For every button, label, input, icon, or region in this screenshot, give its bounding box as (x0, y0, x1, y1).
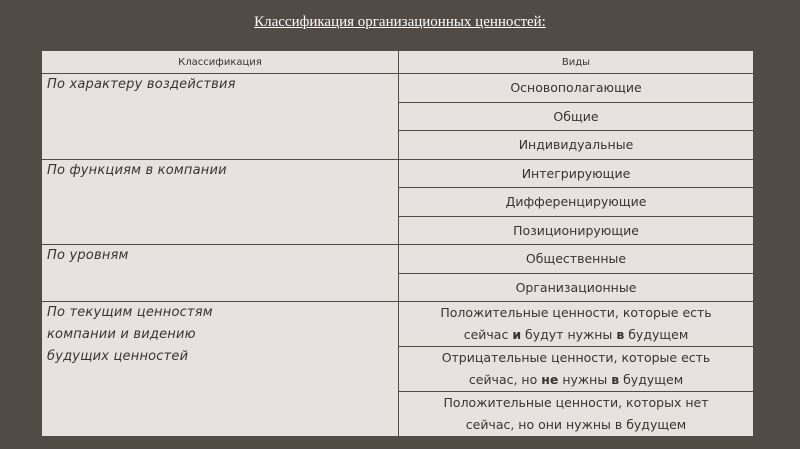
category-cell: По характеру воздействия (42, 74, 399, 160)
type-cell: Позиционирующие (399, 216, 754, 245)
table-row (42, 74, 754, 103)
type-cell: Организационные (399, 273, 754, 302)
type-cell: Общие (399, 102, 754, 131)
emphasis-text: не (541, 372, 559, 387)
classification-table (41, 50, 754, 437)
category-line: компании и видению (47, 327, 196, 342)
text-span: сейчас, но (468, 372, 542, 387)
emphasis-text: в (611, 372, 620, 387)
text-span: будут нужны (521, 327, 617, 342)
text-span: будущем (624, 327, 689, 342)
table-row (42, 159, 754, 188)
type-cell: Общественные (399, 245, 754, 274)
type-cell: Индивидуальные (399, 131, 754, 160)
category-cell (42, 302, 399, 437)
category-line: По текущим ценностям (47, 305, 213, 320)
table-header-row (42, 51, 754, 74)
category-line: будущих ценностей (47, 349, 189, 364)
column-header-classification: Классификация (42, 51, 399, 74)
category-cell: По функциям в компании (42, 159, 399, 245)
category-cell: По уровням (42, 245, 399, 302)
slide-title: Классификация организационных ценностей: (254, 14, 546, 30)
type-line: сейчас, но они нужны в будущем (465, 417, 687, 432)
text-span: будущем (619, 372, 684, 387)
type-line: Положительные ценности, которых нет (443, 395, 709, 410)
type-line: Отрицательные ценности, которые есть (441, 350, 711, 365)
column-header-types: Виды (399, 51, 754, 74)
text-span: сейчас (463, 327, 513, 342)
emphasis-text: в (616, 327, 625, 342)
table-row (42, 245, 754, 274)
type-cell: Основополагающие (399, 74, 754, 103)
type-cell (399, 347, 754, 392)
type-cell (399, 302, 754, 347)
table-row (42, 302, 754, 347)
type-cell: Интегрирующие (399, 159, 754, 188)
type-cell (399, 392, 754, 437)
type-line: Положительные ценности, которые есть (440, 305, 712, 320)
type-line (399, 369, 753, 391)
type-cell: Дифференцирующие (399, 188, 754, 217)
emphasis-text: и (512, 327, 522, 342)
text-span: нужны (558, 372, 612, 387)
type-line (399, 324, 753, 346)
